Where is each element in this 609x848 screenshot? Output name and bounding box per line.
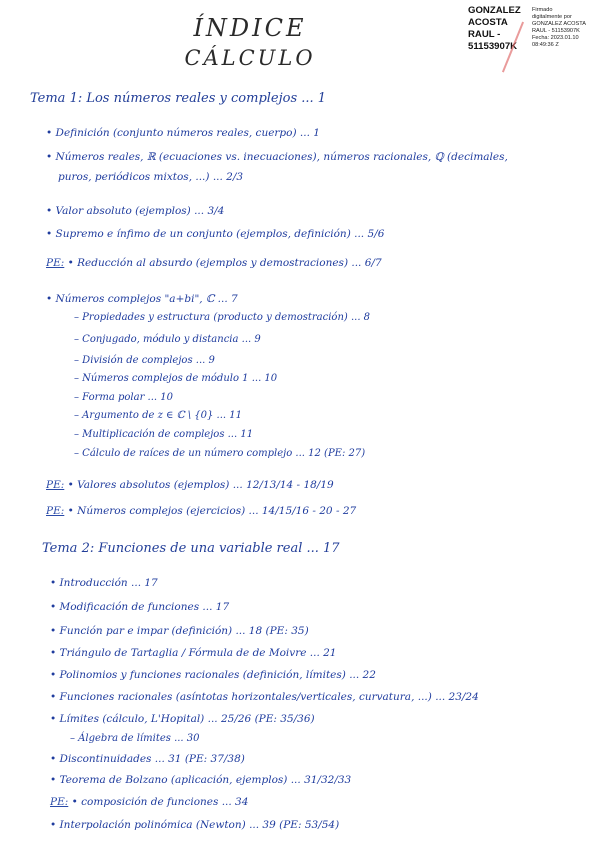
tema1-item-text: • Números complejos (ejercicios) ... 14/15/16 - 20 - 27 [67,505,357,517]
tema1-subitem: – Multiplicación de complejos ... 11 [74,429,254,440]
tema2-heading: Tema 2: Funciones de una variable real ... 17 [42,541,340,556]
tema2-item: • Interpolación polinómica (Newton) ... 39 (PE: 53/54) [50,819,340,831]
tema2-item: • Funciones racionales (asíntotas horizontales/verticales, curvatura, ...) ... 23/24 [50,691,479,703]
tema1-subitem: – División de complejos ... 9 [74,355,215,366]
tema2-item: • Triángulo de Tartaglia / Fórmula de de Moivre ... 21 [50,647,337,659]
tema1-item: • Definición (conjunto números reales, cuerpo) ... 1 [46,127,320,139]
tema2-item [50,795,248,809]
tema1-item: • Números complejos "a+bi", ℂ ... 7 [46,293,238,305]
tema1-item [46,478,334,492]
tema2-subitem: – Álgebra de límites ... 30 [70,733,200,744]
tema1-item: • Valor absoluto (ejemplos) ... 3/4 [46,205,225,217]
signature-info-line: RAUL - 51153907K [532,28,580,34]
tema2-item: • Modificación de funciones ... 17 [50,601,230,613]
pe-label: PE: [50,796,69,808]
tema1-item [46,504,356,518]
tema1-item: • Números reales, ℝ (ecuaciones vs. inecuaciones), números racionales, ℚ (decimales, [46,151,508,163]
tema1-subitem: – Argumento de z ∈ ℂ \ {0} ... 11 [74,410,242,421]
tema1-subitem: – Conjugado, módulo y distancia ... 9 [74,334,261,345]
pe-label: PE: [46,479,65,491]
signature-name-line: GONZALEZ [468,5,521,16]
tema2-item: • Polinomios y funciones racionales (definición, límites) ... 22 [50,669,376,681]
signature-name-line: 51153907K [468,41,518,52]
page-title: ÍNDICE [193,14,307,42]
tema2-item: • Límites (cálculo, L'Hopital) ... 25/26 (PE: 35/36) [50,713,315,725]
tema2-item: • Teorema de Bolzano (aplicación, ejemplos) ... 31/32/33 [50,774,352,786]
signature-info-line: 08:49:36 Z [532,42,559,48]
tema1-item-text: • Reducción al absurdo (ejemplos y demostraciones) ... 6/7 [67,257,382,269]
tema1-item [46,256,382,270]
signature-info [532,7,608,49]
page-subtitle: CÁLCULO [184,46,316,70]
signature-name-line: ACOSTA [468,17,508,28]
tema1-item: puros, periódicos mixtos, ...) ... 2/3 [58,171,244,183]
signature-info-line: Fecha: 2023.01.10 [532,35,579,41]
tema1-subitem: – Forma polar ... 10 [74,392,173,403]
signature-info-line: Firmado [532,7,553,13]
tema1-subitem: – Números complejos de módulo 1 ... 10 [74,373,278,384]
pe-label: PE: [46,257,65,269]
tema1-item-text: • Valores absolutos (ejemplos) ... 12/13/14 - 18/19 [67,479,334,491]
signature-info-line: digitalmente por [532,14,572,20]
tema2-item-text: • composición de funciones ... 34 [71,796,249,808]
tema2-item: • Introducción ... 17 [50,577,158,589]
tema1-subitem: – Cálculo de raíces de un número complejo ... 12 (PE: 27) [74,448,366,459]
tema1-item: • Supremo e ínfimo de un conjunto (ejemplos, definición) ... 5/6 [46,228,385,240]
signature-info-line: GONZALEZ ACOSTA [532,21,586,27]
tema1-subitem: – Propiedades y estructura (producto y demostración) ... 8 [74,312,371,323]
signature-name-line: RAUL - [468,29,501,40]
tema2-item: • Función par e impar (definición) ... 18 (PE: 35) [50,625,309,637]
tema2-item: • Discontinuidades ... 31 (PE: 37/38) [50,753,245,765]
tema1-heading: Tema 1: Los números reales y complejos ... 1 [30,91,327,106]
pe-label: PE: [46,505,65,517]
